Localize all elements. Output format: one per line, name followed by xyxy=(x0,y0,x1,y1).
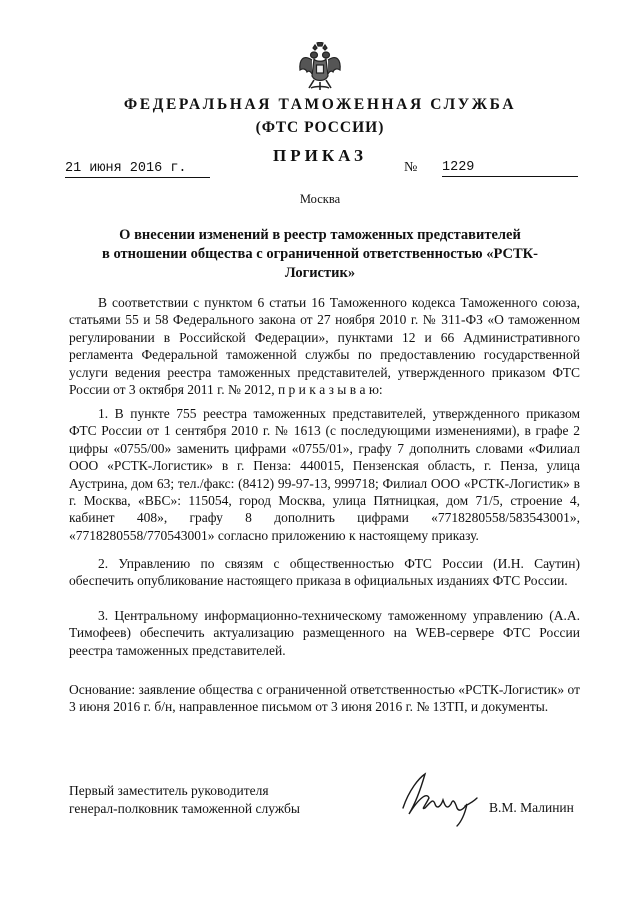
order-item-2: 2. Управлению по связям с общественностью ФТС России (И.Н. Саутин) обеспечить опубликование настоящего приказа в официальных изданиях ФТС России. xyxy=(69,556,580,589)
subject-line-2: в отношении общества с ограниченной ответственностью «РСТК-Логистик» xyxy=(102,246,538,281)
order-date-value: 21 июня 2016 г. xyxy=(65,161,187,176)
city: Москва xyxy=(299,192,341,206)
agency-abbreviation: (ФТС РОССИИ) xyxy=(255,119,385,136)
subject-line-1: О внесении изменений в реестр таможенных представителей xyxy=(119,227,521,243)
order-date xyxy=(65,160,210,178)
signatory-title-line-2: генерал-полковник таможенной службы xyxy=(69,801,300,816)
preamble-paragraph: В соответствии с пунктом 6 статьи 16 Таможенного кодекса Таможенного союза, статьями 55 и 58 Федерального закона от 27 ноября 2010 г. № 311-ФЗ «О таможенном регулировании в Российской Федерации», пунктами 12 и 66 Административного регламента Федеральной таможенной службы по предоставлению государственной услуги ведения реестра таможенных представителей, утвержденного приказом ФТС России от 3 октября 2011 г. № 2012, п р и к а з ы в а ю: xyxy=(69,295,580,398)
signatory-title xyxy=(69,782,300,818)
order-number-label: № xyxy=(404,160,418,175)
order-number: 1229 xyxy=(442,160,578,177)
signatory-name: В.М. Малинин xyxy=(489,800,574,815)
basis-paragraph: Основание: заявление общества с ограниченной ответственностью «РСТК-Логистик» от 3 июня 2016 г. б/н, направленное письмом от 3 июня 2016 г. № 13ТП, и документы. xyxy=(69,682,580,715)
handwritten-signature xyxy=(395,768,485,828)
document-type: ПРИКАЗ xyxy=(273,146,367,165)
order-subject xyxy=(80,226,560,283)
order-item-3: 3. Центральному информационно-техническому таможенному управлению (А.А. Тимофеев) обеспечить актуализацию размещенного на WEB-сервере ФТС России реестра таможенных представителей. xyxy=(69,608,580,658)
order-item-1: 1. В пункте 755 реестра таможенных представителей, утвержденного приказом ФТС России от 1 сентября 2010 г. № 1613 (с последующими изменениями), в графе 2 цифры «0755/00» заменить цифрами «0755/01», графу 7 дополнить словами «Филиал ООО «РСТК-Логистик» в г. Пенза: 440015, Пензенская область, г. Пенза, улица Аустрина, дом 63; тел./факс: (8412) 99-97-13, 999718; Филиал ООО «РСТК-Логистик» в г. Москва, «ВБС»: 115054, город Москва, улица Пятницкая, дом 71/5, строение 4, кабинет 408», графу 8 дополнить цифрами «7718280558/583543001», «7718280558/770543001» согласно приложению к настоящему приказу. xyxy=(69,406,580,543)
signatory-title-line-1: Первый заместитель руководителя xyxy=(69,783,269,798)
russian-coat-of-arms-icon xyxy=(297,42,343,92)
agency-name: ФЕДЕРАЛЬНАЯ ТАМОЖЕННАЯ СЛУЖБА xyxy=(123,96,517,113)
